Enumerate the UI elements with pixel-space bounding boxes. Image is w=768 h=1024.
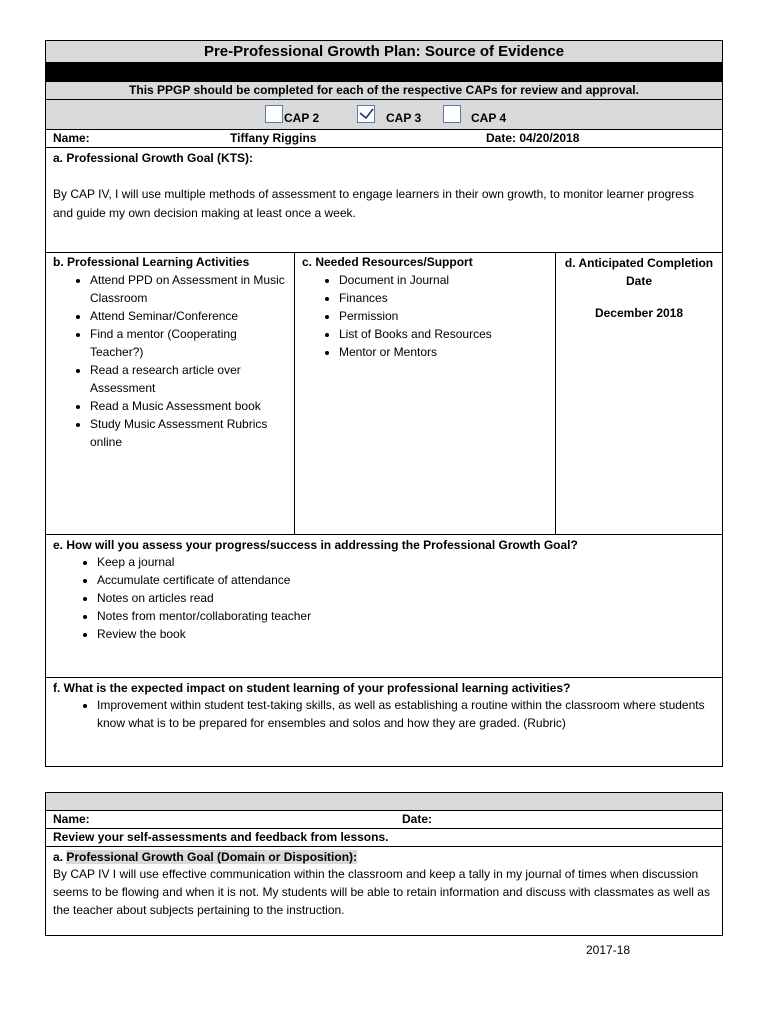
review-goal-section [46, 847, 722, 935]
black-divider-bar [46, 63, 722, 82]
date-label[interactable]: Date: 04/20/2018 [486, 131, 580, 145]
resources-column [294, 253, 555, 534]
activities-column [46, 253, 294, 534]
cap-2-label: CAP 2 [284, 111, 320, 125]
review-goal-heading-line [53, 849, 715, 865]
list-item[interactable]: • Mentor or Mentors [339, 343, 548, 361]
review-goal-prefix: a. [53, 850, 67, 864]
name-value[interactable]: Tiffany Riggins [230, 131, 317, 145]
form-instructions: This PPGP should be completed for each of the respective CAPs for review and approval. [46, 82, 722, 100]
completion-column [555, 253, 722, 534]
list-item[interactable]: • Attend Seminar/Conference [90, 307, 287, 325]
cap-3-checkbox[interactable] [357, 105, 375, 123]
list-item[interactable]: • Review the book [97, 625, 715, 643]
list-item[interactable]: • Accumulate certificate of attendance [97, 571, 715, 589]
completion-heading: d. Anticipated Completion Date [564, 256, 714, 288]
review-header-bar [46, 793, 722, 811]
activities-heading: b. Professional Learning Activities [53, 255, 250, 269]
form-title: Pre-Professional Growth Plan: Source of Evidence [46, 41, 722, 63]
review-date-label[interactable]: Date: [402, 812, 433, 826]
goal-section [46, 148, 722, 253]
assess-heading: e. How will you assess your progress/success in addressing the Professional Growth Goal? [53, 538, 578, 552]
assess-section [46, 535, 722, 678]
goal-heading: a. Professional Growth Goal (KTS): [53, 151, 254, 165]
resources-heading: c. Needed Resources/Support [302, 255, 473, 269]
activities-list [53, 271, 287, 451]
review-name-label[interactable]: Name: [53, 812, 90, 826]
review-form [45, 792, 723, 936]
checkmark-icon [358, 106, 374, 122]
list-item[interactable]: • List of Books and Resources [339, 325, 548, 343]
resources-list [302, 271, 548, 361]
list-item[interactable]: • Attend PPD on Assessment in Music Classroom [90, 271, 287, 307]
cap-3-label: CAP 3 [386, 111, 422, 125]
review-name-date-row [46, 811, 722, 829]
impact-list [53, 696, 715, 732]
list-item[interactable]: • Read a research article over Assessment [90, 361, 287, 397]
list-item[interactable]: • Permission [339, 307, 548, 325]
assess-list [53, 553, 715, 643]
cap-checkbox-row [46, 100, 722, 130]
cap-4-checkbox[interactable] [443, 105, 461, 123]
goal-text[interactable]: By CAP IV, I will use multiple methods of assessment to engage learners in their own growth, to monitor learner progress and guide my own decision making at least once a week. [53, 187, 694, 220]
impact-section [46, 678, 722, 766]
list-item[interactable]: • Finances [339, 289, 548, 307]
completion-date[interactable]: December 2018 [594, 306, 684, 320]
name-date-row [46, 130, 722, 148]
growth-plan-form [45, 40, 723, 767]
list-item[interactable]: • Keep a journal [97, 553, 715, 571]
activities-resources-row [46, 253, 722, 535]
footer-year: 2017-18 [586, 943, 631, 957]
review-goal-heading: Professional Growth Goal (Domain or Disposition): [66, 850, 358, 864]
list-item[interactable]: • Improvement within student test-taking skills, as well as establishing a routine within the classroom where students know what is to be prepared for ensembles and solos and how they are graded. (Rubric) [97, 696, 715, 732]
review-goal-text[interactable]: By CAP IV I will use effective communication within the classroom and keep a tally in my journal of times when discussion seems to be flowing and when it is not. My students will be able to retain information and discuss with classmates as well as the teacher about subjects pertaining to the instruction. [53, 867, 710, 917]
list-item[interactable]: • Read a Music Assessment book [90, 397, 287, 415]
list-item[interactable]: • Find a mentor (Cooperating Teacher?) [90, 325, 287, 361]
review-instructions: Review your self-assessments and feedback from lessons. [46, 829, 722, 847]
cap-2-checkbox[interactable] [265, 105, 283, 123]
name-label: Name: [53, 131, 90, 145]
cap-4-label: CAP 4 [471, 111, 507, 125]
list-item[interactable]: • Document in Journal [339, 271, 548, 289]
list-item[interactable]: • Notes from mentor/collaborating teacher [97, 607, 715, 625]
list-item[interactable]: • Notes on articles read [97, 589, 715, 607]
impact-heading: f. What is the expected impact on student learning of your professional learning activities? [53, 681, 571, 695]
list-item[interactable]: • Study Music Assessment Rubrics online [90, 415, 287, 451]
